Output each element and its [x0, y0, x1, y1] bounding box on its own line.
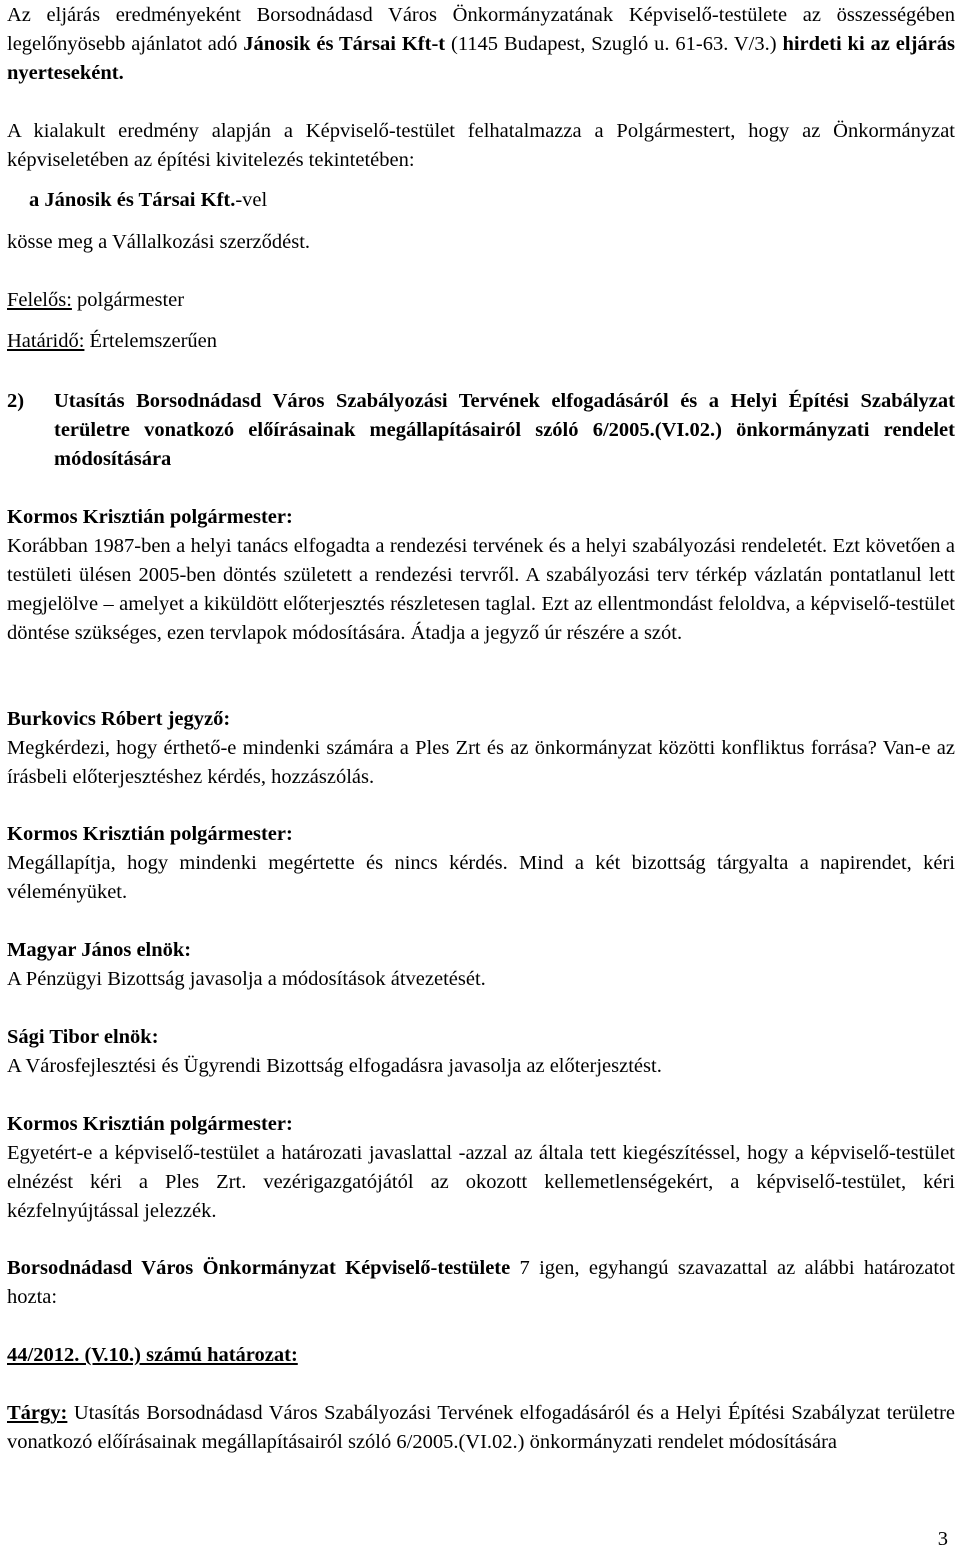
speaker-name: Kormos Krisztián polgármester: — [7, 506, 293, 528]
agenda-title: Utasítás Borsodnádasd Város Szabályozási Tervének elfogadásáról és a Helyi Építési Szabályzat területre vonatkozó előírásainak megállapításairól szóló 6/2005.(VI.02.) önkormányzati rendelet módosítására — [54, 390, 955, 470]
deadline-label: Határidő: — [7, 330, 85, 352]
speaker-name: Sági Tibor elnök: — [7, 1026, 159, 1048]
speaker-text: A Városfejlesztési és Ügyrendi Bizottság elfogadásra javasolja az előterjesztést. — [7, 1055, 662, 1077]
speaker-text: Korábban 1987-ben a helyi tanács elfogadta a rendezési tervének és a helyi szabályozási rendeletét. Ezt követően a testületi ülésen 2005-ben döntés született a rendezési tervről. A szabályozási terv térkép vázlatán pontatlanul lett megjelölve – amelyet a kiküldött előterjesztés részletesen taglal. Ezt az ellentmondást feloldva, a képviselő-testület döntése szükséges, ezen tervlapok módosítására. Átadja a jegyző úr részére a szót. — [7, 535, 955, 644]
speaker-block — [7, 820, 955, 907]
paragraph-authorization: A kialakult eredmény alapján a Képviselő-testület felhatalmazza a Polgármestert, hogy az Önkormányzat képviseletében az építési kivitelezés tekintetében: — [7, 120, 955, 171]
speaker-text: Megkérdezi, hogy érthető-e mindenki számára a Ples Zrt és az önkormányzat közötti konfliktus forrása? Van-e az írásbeli előterjesztéshez kérdés, hozzászólás. — [7, 737, 955, 788]
speaker-name: Burkovics Róbert jegyző: — [7, 708, 231, 730]
speaker-block — [7, 936, 955, 994]
speaker-name: Magyar János elnök: — [7, 939, 192, 961]
speaker-block — [7, 705, 955, 792]
deadline-line — [7, 327, 955, 356]
subject-text: Utasítás Borsodnádasd Város Szabályozási Tervének elfogadásáról és a Helyi Építési Szabályzat területre vonatkozó előírásainak megállapításairól szóló 6/2005.(VI.02.) önkormányzati rendelet módosítására — [7, 1402, 955, 1453]
agenda-number: 2) — [7, 390, 25, 412]
responsible-line — [7, 286, 955, 315]
paragraph-contract: kösse meg a Vállalkozási szerződést. — [7, 231, 311, 253]
paragraph-contractor — [7, 186, 960, 215]
speaker-block — [7, 503, 955, 648]
speaker-block — [7, 1110, 955, 1226]
speaker-text: Megállapítja, hogy mindenki megértette és nincs kérdés. Mind a két bizottság tárgyalta a napirendet, kéri véleményüket. — [7, 852, 955, 903]
resolution-number: 44/2012. (V.10.) számú határozat: — [7, 1344, 298, 1366]
vote-result — [7, 1254, 955, 1312]
contractor-name: a Jánosik és Társai Kft. — [29, 189, 236, 211]
winner-company: Jánosik és Társai Kft-t — [243, 33, 446, 55]
agenda-item-2 — [7, 387, 955, 474]
speaker-name: Kormos Krisztián polgármester: — [7, 823, 293, 845]
winner-declaration: hirdeti ki az eljárás nyerteseként. — [7, 33, 955, 84]
contractor-suffix: -vel — [235, 189, 268, 211]
speaker-block — [7, 1023, 955, 1081]
winner-text-2: (1145 Budapest, Szugló u. 61-63. V/3.) — [445, 33, 783, 55]
vote-text: 7 igen, egyhangú szavazattal az alábbi határozatot hozta: — [7, 1257, 955, 1308]
speaker-text: Egyetért-e a képviselő-testület a határozati javaslattal -azzal az általa tett kiegészítéssel, hogy a képviselő-testület elnézést kéri a Ples Zrt. vezérigazgatójától az okozott kellemetlenségekért, a képviselő-testület, kéri kézfelnyújtással jelezzék. — [7, 1142, 955, 1222]
vote-body: Borsodnádasd Város Önkormányzat Képviselő-testülete — [7, 1257, 511, 1279]
winner-text-1: Az eljárás eredményeként Borsodnádasd Város Önkormányzatának Képviselő-testülete az összességében legelőnyösebb ajánlatot adó — [7, 4, 955, 55]
responsible-label: Felelős: — [7, 289, 72, 311]
paragraph-winner-announcement — [7, 1, 955, 88]
resolution-subject — [7, 1399, 955, 1457]
speaker-text: A Pénzügyi Bizottság javasolja a módosítások átvezetését. — [7, 968, 486, 990]
subject-label: Tárgy: — [7, 1402, 68, 1424]
deadline-value: Értelemszerűen — [84, 330, 218, 352]
speaker-name: Kormos Krisztián polgármester: — [7, 1113, 293, 1135]
responsible-value: polgármester — [71, 289, 185, 311]
page-number: 3 — [937, 1528, 948, 1550]
